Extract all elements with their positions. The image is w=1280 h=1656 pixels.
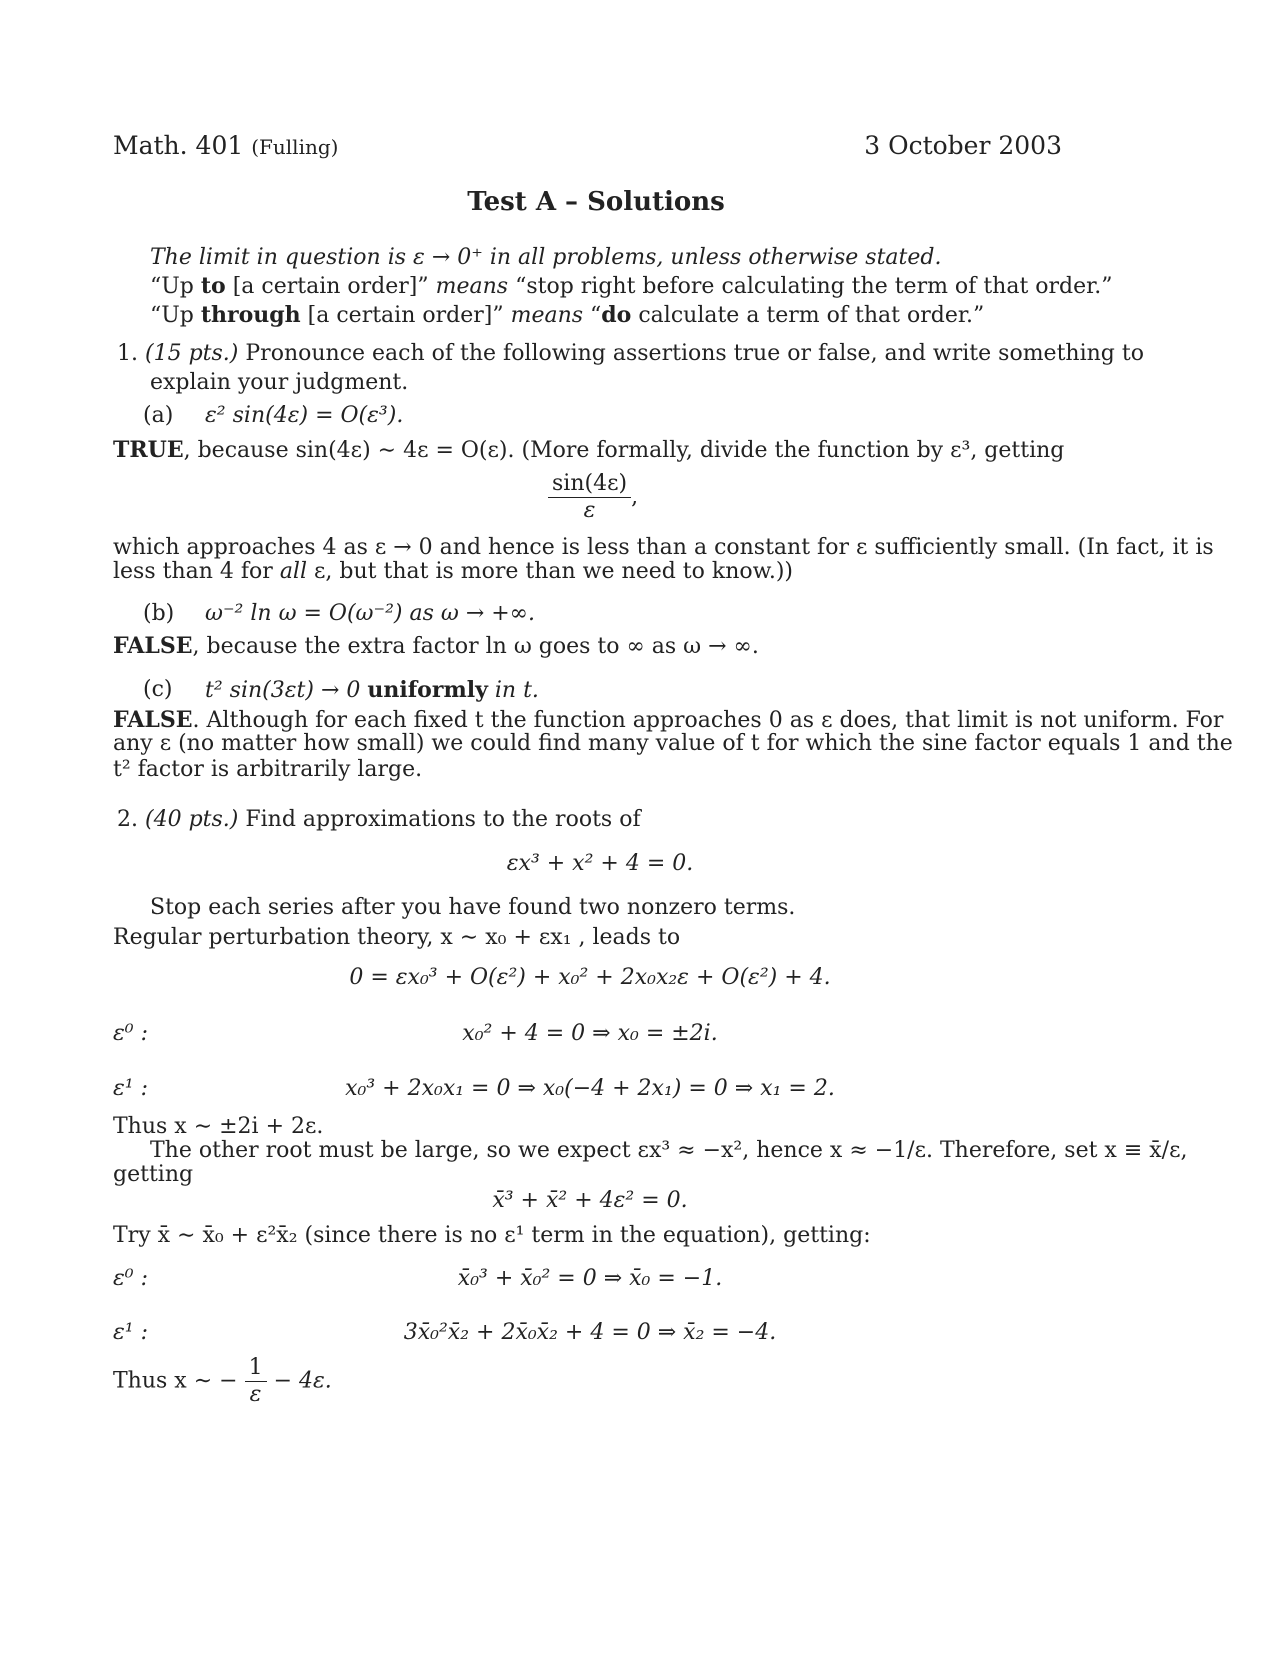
eps0-label: ε⁰ :	[113, 1021, 149, 1046]
text: “Up	[150, 303, 201, 328]
text: ε, but that is more than we need to know.))	[307, 559, 794, 584]
text: Thus x ∼ −	[113, 1368, 238, 1394]
result-small-roots: Thus x ∼ ±2i + 2ε.	[113, 1114, 324, 1139]
problem-points: (15 pts.)	[145, 341, 239, 366]
scaled-eps1-label: ε¹ :	[113, 1320, 149, 1345]
large-root-intro: The other root must be large, so we expect εx³ ≈ −x², hence x ≈ −1/ε. Therefore, set x ≡ x̄/ε,	[150, 1138, 1188, 1163]
verdict: TRUE	[113, 437, 184, 463]
emphasis: all	[279, 559, 308, 584]
part-c-answer-3: t² factor is arbitrarily large.	[113, 757, 423, 782]
expression: t² sin(3εt) → 0	[205, 678, 368, 703]
part-a-fraction	[548, 471, 638, 524]
scaled-eps1-equation: 3x̄₀²x̄₂ + 2x̄₀x̄₂ + 4 = 0 ⇒ x̄₂ = −4.	[403, 1320, 777, 1345]
fraction-denominator: ε	[249, 1382, 262, 1407]
part-a-after-2	[113, 559, 793, 585]
text: “stop right before calculating the term of that order.”	[508, 274, 1113, 299]
problem-number: 1.	[117, 341, 138, 366]
problem-points: (40 pts.)	[145, 807, 239, 832]
instructor: (Fulling)	[251, 135, 339, 159]
problem-2-equation: εx³ + x² + 4 = 0.	[506, 851, 694, 876]
result-large-root	[113, 1355, 332, 1408]
part-b-answer	[113, 633, 759, 660]
part-a-after-1: which approaches 4 as ε → 0 and hence is less than a constant for ε sufficiently small. (In fact, it is	[113, 535, 1214, 560]
scaled-eps0-equation: x̄₀³ + x̄₀² = 0 ⇒ x̄₀ = −1.	[457, 1266, 723, 1291]
fraction-numerator: 1	[245, 1355, 267, 1382]
course-number: Math. 401	[113, 131, 244, 160]
part-c-label: (c)	[143, 677, 173, 702]
part-c-answer-2: any ε (no matter how small) we could find many value of t for which the sine factor equals 1 and the	[113, 731, 1233, 756]
verdict: FALSE	[113, 633, 193, 659]
explanation: , because sin(4ε) ∼ 4ε = O(ε). (More formally, divide the function by ε³, getting	[183, 438, 1065, 463]
part-c-answer	[113, 707, 1223, 734]
problem-text: Find approximations to the roots of	[245, 807, 641, 832]
part-b-label: (b)	[143, 601, 175, 626]
part-a-label: (a)	[143, 403, 174, 428]
part-a-expression: ε² sin(4ε) = O(ε³).	[205, 403, 404, 428]
scaled-equation: x̄³ + x̄² + 4ε² = 0.	[492, 1188, 688, 1213]
text: “	[583, 303, 602, 328]
text: [a certain order]”	[225, 274, 436, 299]
text: [a certain order]”	[300, 303, 511, 328]
problem-2-statement	[117, 807, 641, 833]
page-title: Test A – Solutions	[467, 187, 725, 217]
scaled-eps0-label: ε⁰ :	[113, 1266, 149, 1291]
try-expansion: Try x̄ ∼ x̄₀ + ε²x̄₂ (since there is no ε¹ term in the equation), getting:	[113, 1223, 871, 1248]
emphasis: uniformly	[367, 677, 488, 703]
problem-number: 2.	[117, 807, 138, 832]
emphasis: means	[435, 274, 509, 299]
explanation: . Although for each fixed t the function approaches 0 as ε does, that limit is not uniform. For	[192, 708, 1224, 733]
problem-1-statement-cont: explain your judgment.	[150, 370, 409, 395]
eps1-label: ε¹ :	[113, 1076, 149, 1101]
verdict: FALSE	[113, 707, 193, 733]
explanation: , because the extra factor ln ω goes to ∞ as ω → ∞.	[192, 634, 759, 659]
problem-text: Pronounce each of the following assertions true or false, and write something to	[245, 341, 1144, 366]
part-b-expression: ω⁻² ln ω = O(ω⁻²) as ω → +∞.	[205, 601, 535, 626]
large-root-intro-cont: getting	[113, 1162, 194, 1187]
expansion-equation: 0 = εx₀³ + O(ε²) + x₀² + 2x₀x₂ε + O(ε²) + 4.	[349, 965, 831, 990]
emphasis: do	[601, 302, 632, 328]
text: “Up	[150, 274, 201, 299]
course-title	[113, 131, 338, 162]
preamble-line-1: The limit in question is ε → 0⁺ in all problems, unless otherwise stated.	[150, 245, 942, 270]
stop-instruction: Stop each series after you have found two nonzero terms.	[150, 895, 796, 920]
part-c-expression	[205, 677, 539, 704]
fraction-denominator: ε	[583, 498, 596, 523]
text: less than 4 for	[113, 559, 280, 584]
emphasis: to	[200, 273, 226, 299]
eps1-equation: x₀³ + 2x₀x₁ = 0 ⇒ x₀(−4 + 2x₁) = 0 ⇒ x₁ = 2.	[345, 1076, 835, 1101]
problem-1-statement	[117, 341, 1144, 367]
emphasis: through	[200, 302, 301, 328]
regular-perturbation: Regular perturbation theory, x ∼ x₀ + εx₁ , leads to	[113, 925, 681, 950]
text: − 4ε.	[273, 1368, 332, 1394]
emphasis: means	[510, 303, 584, 328]
fraction-numerator: sin(4ε)	[548, 471, 631, 498]
part-a-answer	[113, 437, 1064, 464]
preamble-line-2	[150, 273, 1112, 300]
date: 3 October 2003	[864, 131, 1062, 160]
preamble-line-3	[150, 302, 984, 329]
fraction-tail: ,	[631, 484, 639, 510]
text: calculate a term of that order.”	[631, 303, 985, 328]
expression: in t.	[487, 678, 539, 703]
eps0-equation: x₀² + 4 = 0 ⇒ x₀ = ±2i.	[462, 1021, 718, 1046]
